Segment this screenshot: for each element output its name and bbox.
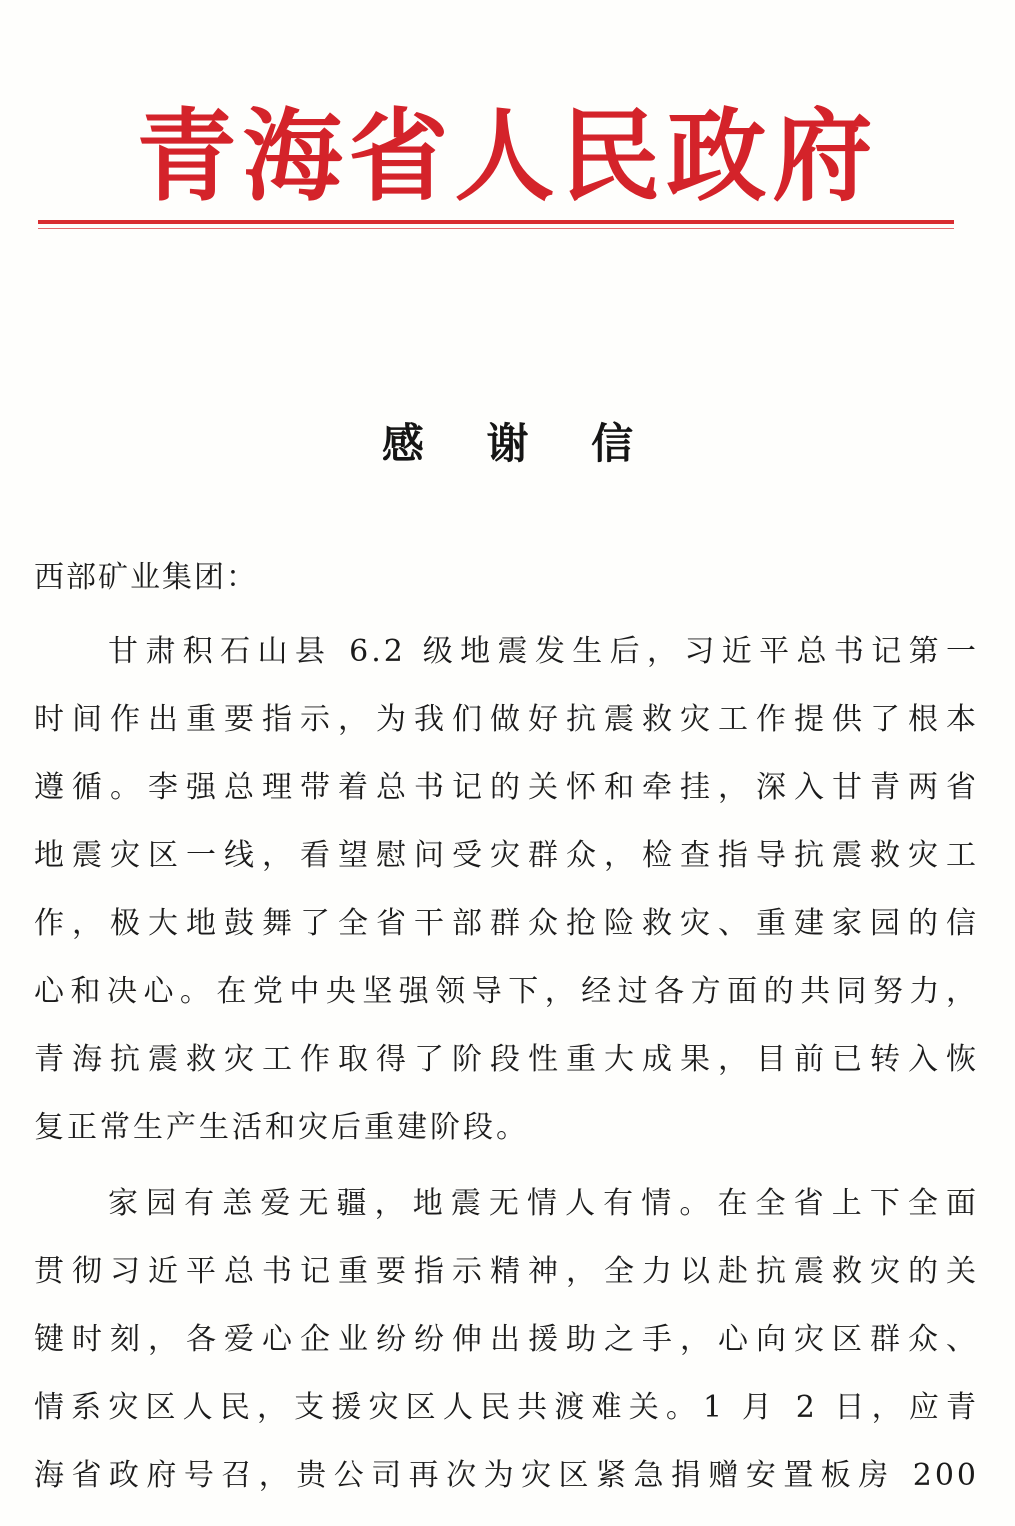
paragraph-2-line-1: 家园有恙爱无疆，地震无情人有情。在全省上下全面 xyxy=(108,1186,979,1221)
paragraph-2-line-2: 贯彻习近平总书记重要指示精神，全力以赴抗震救灾的关 xyxy=(34,1254,979,1289)
paragraph-2-line-4: 情系灾区人民，支援灾区人民共渡难关。1 月 2 日，应青 xyxy=(34,1390,979,1425)
paragraph-1-line-1: 甘肃积石山县 6.2 级地震发生后，习近平总书记第一 xyxy=(108,634,979,669)
paragraph-1-line-2: 时间作出重要指示，为我们做好抗震救灾工作提供了根本 xyxy=(34,702,979,737)
masthead-rule-thin xyxy=(38,228,954,229)
masthead-red-rule xyxy=(38,220,954,226)
government-masthead: 青海省人民政府 xyxy=(136,97,879,215)
letter-body xyxy=(34,618,979,1510)
masthead-rule-thick xyxy=(38,220,954,224)
paragraph-1-line-4: 地震灾区一线，看望慰问受灾群众，检查指导抗震救灾工 xyxy=(34,838,979,873)
paragraph-1-line-6: 心和决心。在党中央坚强领导下，经过各方面的共同努力， xyxy=(34,974,979,1009)
paragraph-2-line-5: 海省政府号召，贵公司再次为灾区紧急捐赠安置板房 200 xyxy=(34,1458,979,1493)
document-title: 感 谢 信 xyxy=(381,419,658,468)
paragraph-1-line-5: 作，极大地鼓舞了全省干部群众抢险救灾、重建家园的信 xyxy=(34,906,979,941)
recipient-line: 西部矿业集团： xyxy=(34,560,258,595)
paragraph-1-line-8: 复正常生产生活和灾后重建阶段。 xyxy=(34,1110,529,1145)
paragraph-1-line-7: 青海抗震救灾工作取得了阶段性重大成果，目前已转入恢 xyxy=(34,1042,979,1077)
paragraph-1-line-3: 遵循。李强总理带着总书记的关怀和牵挂，深入甘青两省 xyxy=(34,770,979,805)
paragraph-2-line-3: 键时刻，各爱心企业纷纷伸出援助之手，心向灾区群众、 xyxy=(34,1322,979,1357)
paragraph-gap xyxy=(34,1162,979,1170)
